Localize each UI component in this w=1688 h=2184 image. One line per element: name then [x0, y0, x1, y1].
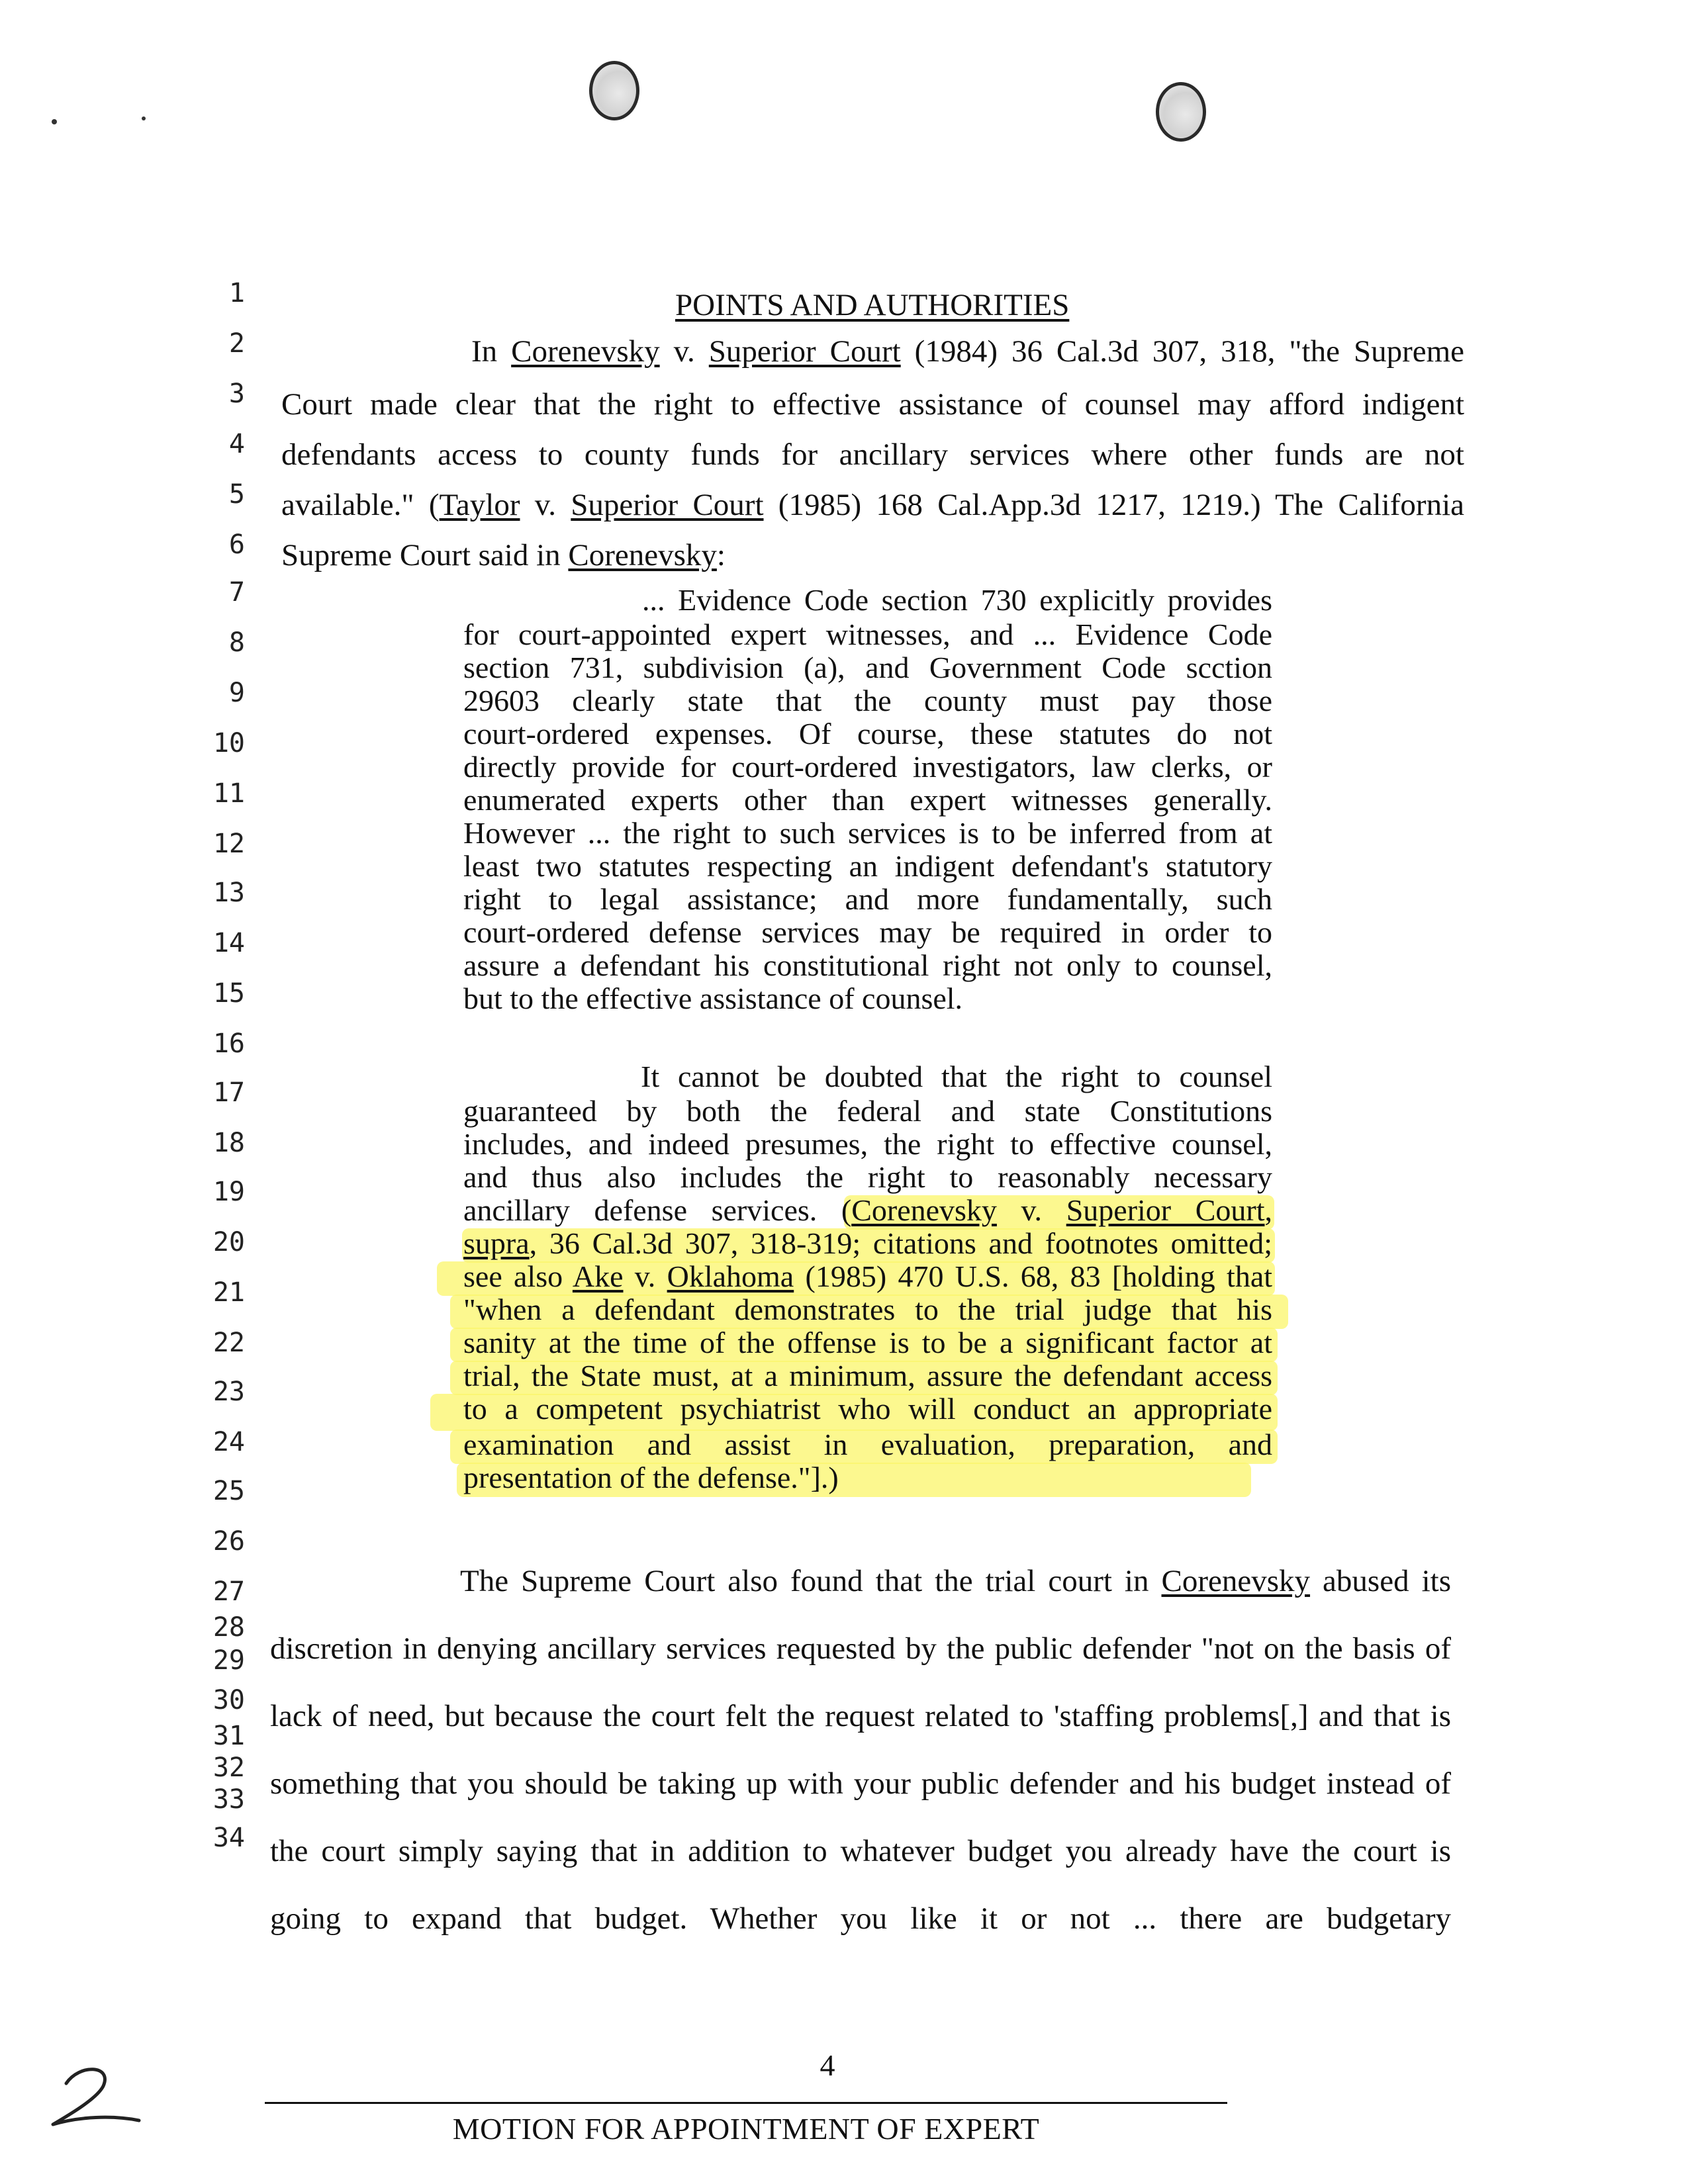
quote-line: 29603 clearly state that the county must pay those [463, 684, 1272, 717]
line-number: 6 [228, 529, 245, 560]
text-run: includes, and indeed presumes, the right to effective counsel, [463, 1127, 1272, 1161]
case-name: Superior Court [1066, 1193, 1265, 1227]
paragraph-line [270, 1633, 1451, 1664]
line-number: 2 [228, 328, 245, 359]
quote-line: but to the effective assistance of counsel. [463, 981, 963, 1015]
line-number: 21 [212, 1277, 245, 1308]
quote-line [463, 1361, 1272, 1391]
line-number: 4 [228, 429, 245, 459]
case-name: Superior Court [571, 488, 764, 522]
text-run: v. [659, 334, 709, 369]
text-run: abused its [1310, 1564, 1451, 1598]
quote-line [641, 1062, 1272, 1092]
quote-line [463, 1261, 1272, 1292]
text-run: trial, the State must, at a minimum, assure the defendant access [463, 1359, 1272, 1392]
text-run: , 36 Cal.3d 307, 318-319; citations and footnotes omitted; [529, 1226, 1272, 1260]
text-run: something that you should be taking up with your public defender and his budget instead of [270, 1766, 1451, 1801]
quote-line: section 731, subdivision (a), and Government Code scction [463, 651, 1272, 684]
line-number: 25 [212, 1476, 245, 1506]
line-number: 10 [212, 728, 245, 758]
text-run: Supreme Court said in [281, 538, 569, 572]
line-number: 11 [212, 778, 245, 809]
quote-line: ... Evidence Code section 730 explicitly provides [642, 583, 1272, 617]
footer-title: MOTION FOR APPOINTMENT OF EXPERT [452, 2112, 1040, 2146]
text-run: discretion in denying ancillary services requested by the public defender "not on the basis of [270, 1631, 1451, 1666]
line-number: 28 [212, 1612, 245, 1643]
case-name: Taylor [439, 488, 520, 522]
line-number: 8 [228, 627, 245, 658]
footer-rule [265, 2102, 1227, 2104]
punch-hole-left [589, 61, 639, 120]
text-run: defendants access to county funds for ancillary services where other funds are not [281, 437, 1464, 472]
text-run: The Supreme Court also found that the trial court in [460, 1564, 1162, 1598]
text-run: , [1264, 1193, 1272, 1227]
quote-line: court-ordered expenses. Of course, these statutes do not [463, 717, 1272, 751]
line-number: 9 [228, 678, 245, 708]
text-run: It cannot be doubted that the right to counsel [641, 1060, 1272, 1093]
quote-line [463, 1328, 1272, 1358]
text-run: presentation of the defense."].) [463, 1461, 839, 1494]
scan-speck [142, 116, 146, 120]
line-number: 34 [212, 1823, 245, 1853]
text-run: see also [463, 1259, 573, 1293]
line-number: 31 [212, 1721, 245, 1751]
text-run: available." ( [281, 488, 440, 522]
paragraph-line [281, 490, 1464, 521]
line-number: 17 [212, 1077, 245, 1108]
quote-line: right to legal assistance; and more fundamentally, such [463, 882, 1272, 916]
text-run: guaranteed by both the federal and state Constitutions [463, 1094, 1272, 1128]
quote-line: for court-appointed expert witnesses, and ... Evidence Code [463, 617, 1272, 651]
quote-line [463, 1430, 1272, 1460]
quote-line: assure a defendant his constitutional right not only to counsel, [463, 948, 1272, 982]
quote-line [463, 1129, 1272, 1160]
text-run: lack of need, but because the court felt the request related to 'staffing problems[,] and that is [270, 1699, 1451, 1733]
quote-line: directly provide for court-ordered investigators, law clerks, or [463, 750, 1272, 784]
case-name: Superior Court [708, 334, 901, 369]
paragraph-line [281, 389, 1464, 420]
text-run: v. [996, 1193, 1066, 1227]
line-number: 20 [212, 1227, 245, 1257]
quote-line: However ... the right to such services is to be inferred from at [463, 816, 1272, 850]
case-name: supra [463, 1226, 530, 1260]
line-number: 23 [212, 1377, 245, 1407]
case-name: Corenevsky [511, 334, 660, 369]
line-number: 26 [212, 1526, 245, 1557]
paragraph-line [281, 540, 943, 571]
text-run: (1984) 36 Cal.3d 307, 318, "the Supreme [900, 334, 1465, 369]
quote-line [463, 1463, 1272, 1493]
text-run: and thus also includes the right to reasonably necessary [463, 1160, 1272, 1194]
quote-line [463, 1295, 1272, 1325]
text-run: : [716, 538, 726, 572]
line-number: 16 [212, 1028, 245, 1059]
text-run: Court made clear that the right to effective assistance of counsel may afford indigent [281, 387, 1464, 422]
text-run: In [471, 334, 512, 369]
line-number: 7 [228, 577, 245, 608]
quote-line [463, 1195, 1272, 1226]
line-number: 30 [212, 1685, 245, 1715]
line-number: 13 [212, 878, 245, 908]
paragraph-line [270, 1836, 1451, 1867]
line-number: 5 [228, 479, 245, 510]
text-run: going to expand that budget. Whether you like it or not ... there are budgetary [270, 1901, 1451, 1936]
case-name: Corenevsky [568, 538, 717, 572]
paragraph-line [471, 336, 1464, 367]
line-number: 18 [212, 1128, 245, 1158]
quote-line: least two statutes respecting an indigent defendant's statutory [463, 849, 1272, 883]
case-name: Corenevsky [851, 1193, 997, 1227]
line-number: 24 [212, 1427, 245, 1457]
paragraph-line [281, 439, 1464, 471]
line-number: 19 [212, 1177, 245, 1207]
quote-line: enumerated experts other than expert witnesses generally. [463, 783, 1272, 817]
quote-line [463, 1394, 1272, 1424]
handwritten-page-mark [40, 2058, 146, 2131]
text-run: sanity at the time of the offense is to be a significant factor at [463, 1326, 1272, 1359]
page-number: 4 [820, 2048, 835, 2082]
text-run: "when a defendant demonstrates to the trial judge that his [463, 1293, 1272, 1326]
line-number: 3 [228, 379, 245, 409]
page-title: POINTS AND AUTHORITIES [675, 288, 1070, 322]
line-number: 32 [212, 1752, 245, 1783]
text-run: v. [623, 1259, 667, 1293]
case-name: Oklahoma [667, 1259, 794, 1293]
line-number: 33 [212, 1784, 245, 1815]
quote-line: court-ordered defense services may be required in order to [463, 915, 1272, 949]
text-run: v. [520, 488, 571, 522]
punch-hole-right [1156, 82, 1206, 142]
text-run: (1985) 168 Cal.App.3d 1217, 1219.) The California [763, 488, 1464, 522]
text-run: the court simply saying that in addition to whatever budget you already have the court is [270, 1834, 1451, 1868]
paragraph-line [270, 1903, 1451, 1934]
quote-line [463, 1162, 1272, 1193]
quote-line [463, 1096, 1272, 1126]
case-name: Corenevsky [1161, 1564, 1311, 1598]
text-run: ancillary defense services. ( [463, 1193, 852, 1227]
case-name: Ake [572, 1259, 624, 1293]
paragraph-line [270, 1768, 1451, 1799]
line-number: 29 [212, 1645, 245, 1676]
paragraph-line [460, 1566, 1451, 1597]
line-number: 12 [212, 829, 245, 859]
line-number: 22 [212, 1328, 245, 1358]
text-run: examination and assist in evaluation, preparation, and [463, 1428, 1272, 1461]
text-run: to a competent psychiatrist who will conduct an appropriate [463, 1392, 1272, 1426]
line-number: 14 [212, 928, 245, 958]
line-number: 15 [212, 978, 245, 1009]
text-run: (1985) 470 U.S. 68, 83 [holding that [794, 1259, 1273, 1293]
paragraph-line [270, 1701, 1451, 1732]
line-number: 1 [228, 278, 245, 308]
scan-speck [52, 119, 57, 124]
quote-line [463, 1228, 1272, 1259]
line-number: 27 [212, 1576, 245, 1607]
